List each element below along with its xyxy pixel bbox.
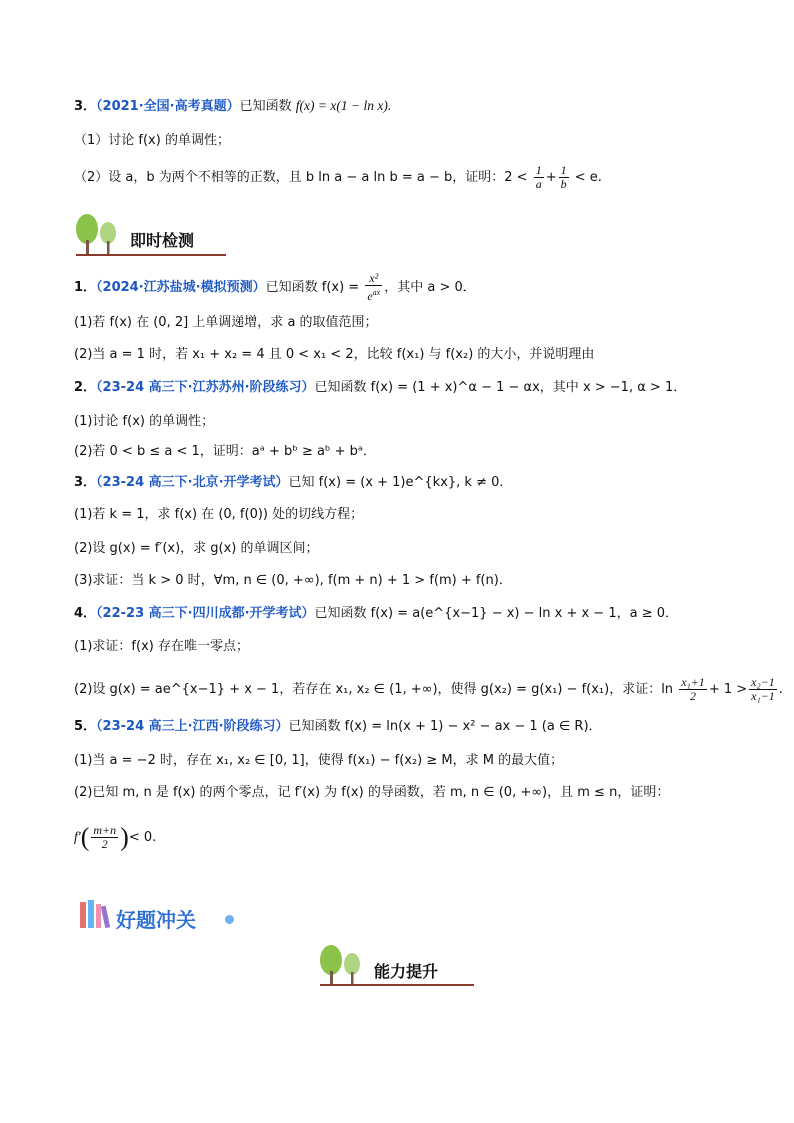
question-number: 3． (74, 475, 97, 490)
section-rule (76, 254, 226, 256)
fraction-one-over-b: $\frac{1}{b}$ (560, 163, 567, 191)
question-text: 已知函数 f(x) = a(e^{x−1} − x) − ln x + x − 1，a ≥ 0． (314, 606, 678, 621)
q3-part3: (3)求证：当 k > 0 时，∀m, n ∈ (0, +∞), f(m + n) + 1 > f(m) + f(n)． (74, 573, 512, 588)
question-text: 已知 f(x) = (x + 1)e^{kx}, k ≠ 0． (288, 475, 513, 490)
question-text: 已知函数 f(x) = (1 + x)^α − 1 − αx，其中 x > −1, α > 1． (314, 380, 687, 395)
question-tail: ，其中 a > 0． (384, 280, 476, 295)
part-tail: < 0. (128, 830, 157, 845)
tree-icon (316, 943, 366, 987)
question-source: （2024·江苏盐城·模拟预测） (96, 280, 266, 295)
decorative-dot (225, 915, 234, 924)
q1-stem (74, 272, 476, 303)
q4-part2: (2)设 g(x) = ae^{x−1} + x − 1，若存在 x₁, x₂ ∈ (1, +∞)，使得 g(x₂) = g(x₁) − f(x₁)，求证：ln $\frac{\text{x₁+1}}{2}$ + 1 > $\frac{\text{x₂−1}}{\text{x₁−1}}$ . (74, 675, 783, 703)
section-header-ability (316, 943, 476, 989)
q5-part3: f′( $\frac{m+n}{2}$ )< 0. (74, 822, 157, 852)
section-header-instant-check (72, 212, 228, 260)
q1-part2: (2)当 a = 1 时，若 x₁ + x₂ = 4 且 0 < x₁ < 2，比较 f(x₁) 与 f(x₂) 的大小，并说明理由 (74, 347, 595, 362)
part-text: （2）设 a，b 为两个不相等的正数，且 b ln a − a ln b = a − b，证明：2 < (74, 170, 528, 185)
question-source: （22-23 高三下·四川成都·开学考试） (96, 606, 315, 621)
part-tail: < e. (574, 170, 602, 185)
question-source: （23-24 高三上·江西·阶段练习） (96, 719, 289, 734)
tree-icon (72, 212, 122, 256)
q2-part1: (1)讨论 f(x) 的单调性； (74, 414, 215, 429)
question-number: 3． (74, 99, 97, 114)
prev-q3-part2: （2）设 a，b 为两个不相等的正数，且 b ln a − a ln b = a − b，证明：2 < $\frac{1}{a}$ + $\frac{1}{b}$ < e. (74, 163, 602, 191)
question-number: 5． (74, 719, 97, 734)
section-title: 即时检测 (130, 231, 195, 250)
prev-q3-stem (74, 97, 391, 116)
q1-part1: (1)若 f(x) 在 (0, 2] 上单调递增，求 a 的取值范围； (74, 315, 378, 330)
q3-part2: (2)设 g(x) = f′(x)，求 g(x) 的单调区间； (74, 541, 319, 556)
fraction-m-plus-n-over-2: $\frac{m+n}{2}$ (93, 823, 117, 851)
fraction-one-over-a: $\frac{1}{a}$ (535, 163, 542, 191)
fraction-x2-over-eax: $\frac{\text{x²}}{e^{ax}}$ (367, 271, 381, 303)
part-middle: + 1 > (708, 682, 748, 697)
question-text: 已知函数 f(x) = (265, 280, 360, 295)
q5-stem (74, 718, 602, 736)
question-number: 1． (74, 280, 97, 295)
question-source: （23-24 高三下·北京·开学考试） (96, 475, 289, 490)
section-rule (320, 984, 474, 986)
q2-part2: (2)若 0 < b ≤ a < 1，证明：aᵃ + bᵇ ≥ aᵇ + bᵃ． (74, 444, 377, 459)
part-text: (2)设 g(x) = ae^{x−1} + x − 1，若存在 x₁, x₂ ∈ (1, +∞)，使得 g(x₂) = g(x₁) − f(x₁)，求证：ln (74, 682, 674, 697)
prev-q3-part1: （1）讨论 f(x) 的单调性； (74, 133, 230, 148)
books-icon (80, 900, 114, 930)
q4-part1: (1)求证：f(x) 存在唯一零点； (74, 639, 249, 654)
section-title: 能力提升 (374, 962, 439, 981)
q3-stem (74, 474, 512, 492)
q5-part2: (2)已知 m, n 是 f(x) 的两个零点，记 f′(x) 为 f(x) 的导函数，若 m, n ∈ (0, +∞)，且 m ≤ n，证明： (74, 785, 670, 800)
q5-part1: (1)当 a = −2 时，存在 x₁, x₂ ∈ [0, 1]，使得 f(x₁) − f(x₂) ≥ M，求 M 的最大值； (74, 753, 564, 768)
question-number: 4． (74, 606, 97, 621)
function-formula: f(x) = x(1 − ln x). (295, 98, 392, 113)
q3-part1: (1)若 k = 1，求 f(x) 在 (0, f(0)) 处的切线方程； (74, 507, 364, 522)
q2-stem (74, 379, 686, 397)
fraction-x2minus1-over-x1minus1: $\frac{\text{x₂−1}}{\text{x₁−1}}$ (751, 675, 775, 703)
question-source: （2021·全国·高考真题） (96, 99, 240, 114)
fraction-x1plus1-over-2: $\frac{\text{x₁+1}}{2}$ (681, 675, 705, 703)
question-text: 已知函数 (239, 99, 292, 114)
q4-stem (74, 605, 678, 623)
question-source: （23-24 高三下·江苏苏州·阶段练习） (96, 380, 315, 395)
section-title-good-problems: 好题冲关 (116, 908, 196, 932)
question-text: 已知函数 f(x) = ln(x + 1) − x² − ax − 1 (a ∈ R)． (288, 719, 602, 734)
question-number: 2． (74, 380, 97, 395)
